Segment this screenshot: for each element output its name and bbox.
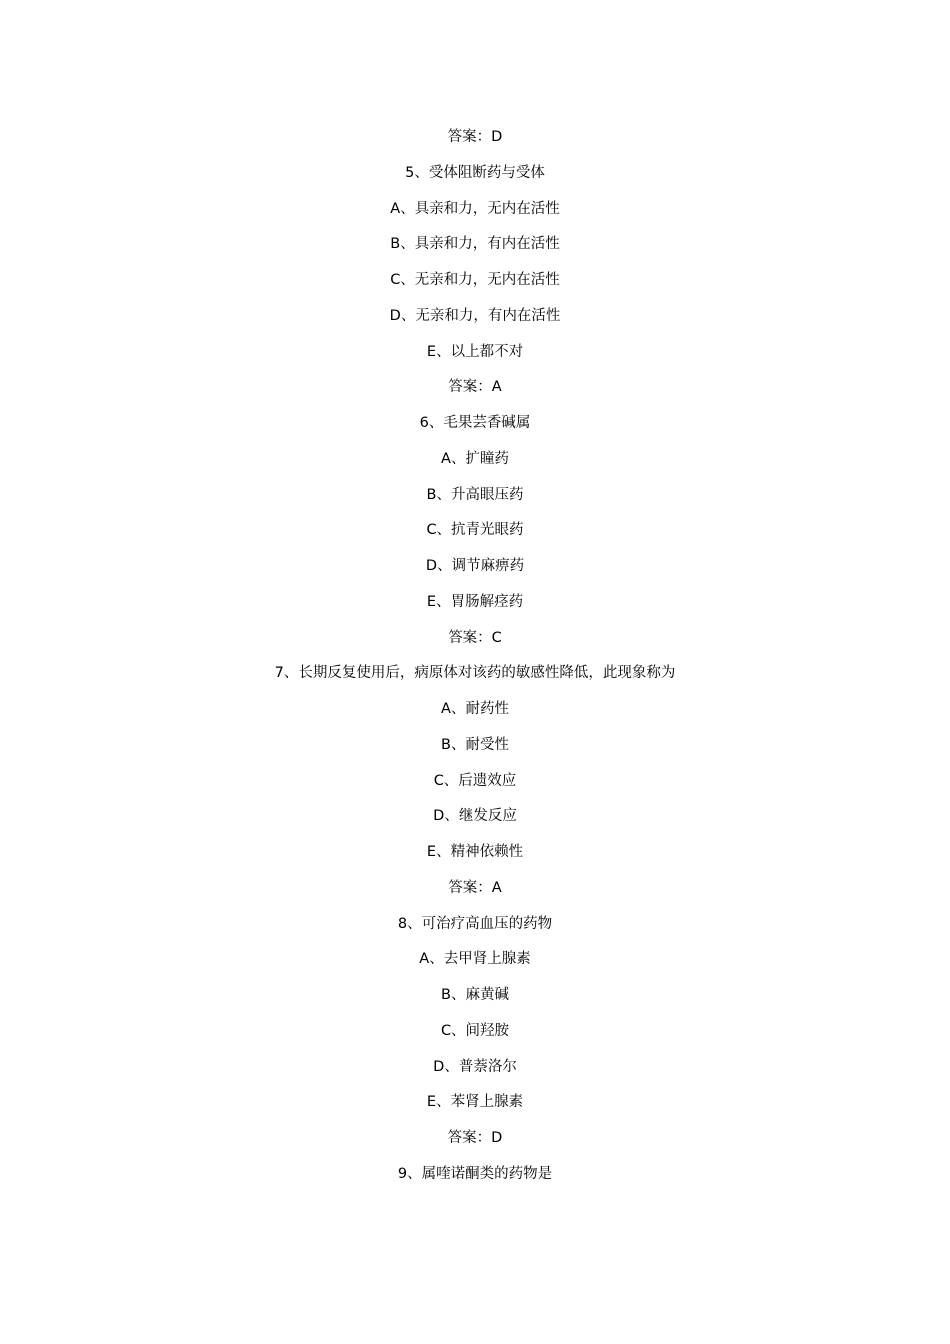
q7-option-e: E、精神依赖性 <box>426 844 524 860</box>
q5-option-b: B、具亲和力，有内在活性 <box>390 236 560 253</box>
q5-option-a: A、具亲和力，无内在活性 <box>390 200 560 217</box>
q5-option-d: D、无亲和力，有内在活性 <box>389 307 561 324</box>
q7-answer: 答案：A <box>448 879 502 896</box>
document-body <box>0 124 950 1197</box>
q8-option-c: C、间羟胺 <box>440 1022 510 1039</box>
q7-option-d: D、继发反应 <box>433 808 517 825</box>
q6-answer: 答案：C <box>448 629 502 646</box>
q6-option-e: E、胃肠解痉药 <box>426 593 524 610</box>
q5-answer: 答案：A <box>448 379 502 396</box>
q8-answer: 答案：D <box>447 1130 503 1146</box>
q6-option-c: C、抗青光眼药 <box>426 522 524 539</box>
q6-option-a: A、扩瞳药 <box>441 450 509 467</box>
q6-option-b: B、升高眼压药 <box>426 486 524 503</box>
q8-option-d: D、普萘洛尔 <box>433 1058 517 1075</box>
q8-option-b: B、麻黄碱 <box>441 987 509 1003</box>
question-5: 5、受体阻断药与受体 <box>405 164 545 181</box>
question-9: 9、属喹诺酮类的药物是 <box>397 1165 553 1182</box>
q8-option-a: A、去甲肾上腺素 <box>419 951 531 968</box>
question-7: 7、长期反复使用后，病原体对该药的敏感性降低，此现象称为 <box>274 665 676 682</box>
q5-option-e: E、以上都不对 <box>426 343 524 360</box>
q7-option-a: A、耐药性 <box>441 701 509 717</box>
question-8: 8、可治疗高血压的药物 <box>397 915 553 932</box>
answer-line: 答案：D <box>447 129 503 145</box>
q8-option-e: E、苯肾上腺素 <box>426 1094 524 1111</box>
question-6: 6、毛果芸香碱属 <box>419 415 531 431</box>
q7-option-b: B、耐受性 <box>441 736 509 753</box>
q7-option-c: C、后遗效应 <box>433 772 517 789</box>
q5-option-c: C、无亲和力，无内在活性 <box>390 272 560 288</box>
q6-option-d: D、调节麻痹药 <box>425 558 525 574</box>
